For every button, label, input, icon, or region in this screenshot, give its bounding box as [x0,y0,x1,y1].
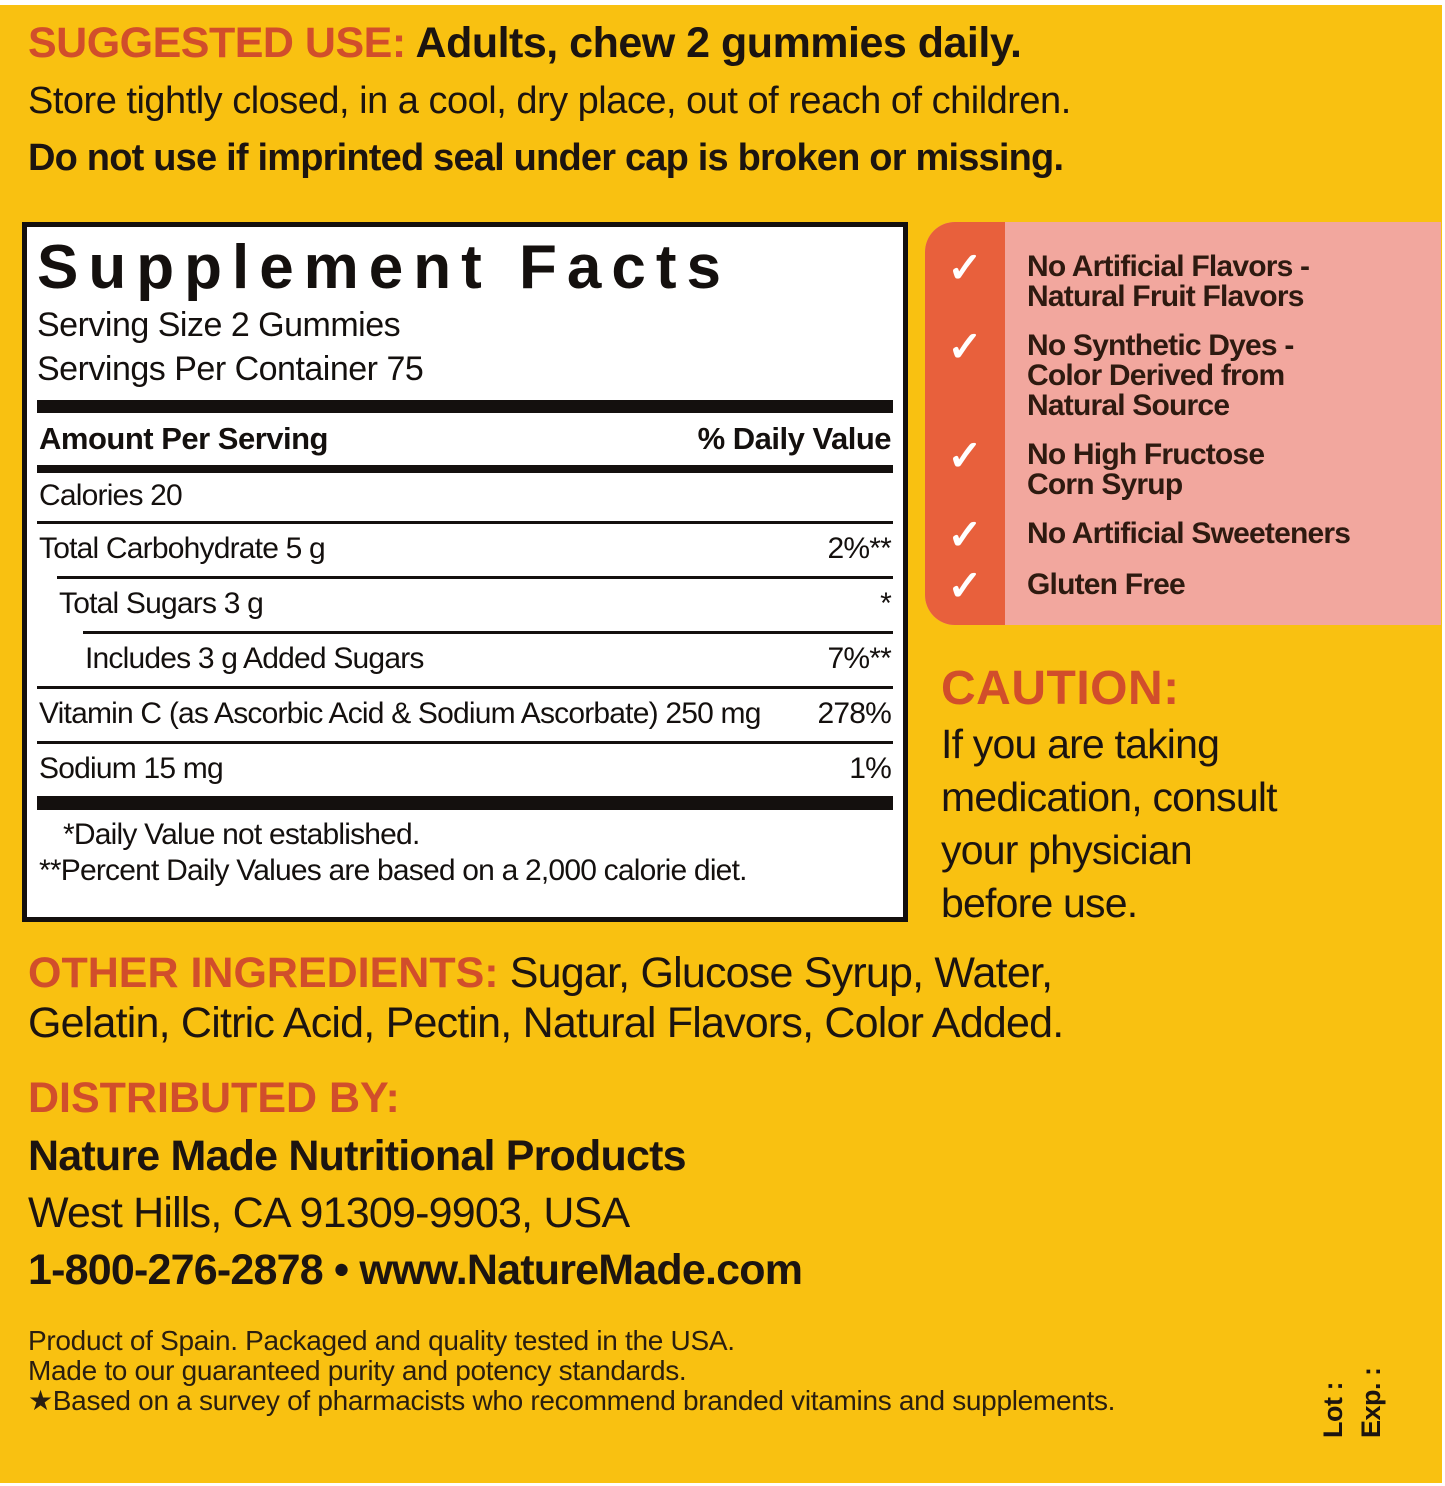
nutrient-value: 7%** [827,642,891,675]
claim-line: Natural Source [1027,389,1230,422]
supplement-facts-panel [22,222,908,922]
distributed-by-section [28,1068,1028,1299]
other-ingredients-section [28,948,1208,1048]
check-icon: ✓ [947,432,983,479]
servings-per-container: Servings Per Container 75 [37,350,424,388]
claim-text [1005,440,1264,500]
column-amount-per-serving: Amount Per Serving [39,421,328,456]
nutrient-name: Sodium 15 mg [39,752,223,785]
nutrient-name: Total Carbohydrate 5 g [39,532,325,565]
list-item [925,323,1441,422]
exp-label: Exp. : [1356,1367,1386,1438]
caution-line: before use. [941,880,1138,926]
claim-line: No Synthetic Dyes - [1027,329,1294,362]
facts-table-header [37,413,893,465]
other-ingredients-line1: Sugar, Glucose Syrup, Water, [498,949,1053,997]
suggested-use-heading: SUGGESTED USE: [28,19,406,67]
distributor-address: West Hills, CA 91309-9903, USA [28,1189,630,1237]
fine-print-line: Product of Spain. Packaged and quality tested in the USA. [28,1325,735,1356]
table-row-added-sugars [83,631,893,686]
suggested-use-instruction: Adults, chew 2 gummies daily. [405,19,1022,67]
serving-size: Serving Size 2 Gummies [37,306,401,344]
fine-print-section [28,1326,1228,1416]
fine-print-line: ★Based on a survey of pharmacists who recommend branded vitamins and supplements. [28,1385,1116,1416]
claim-line: Natural Fruit Flavors [1027,280,1304,313]
lot-label: Lot : [1318,1382,1348,1438]
claim-text [1005,570,1185,600]
facts-footnotes [37,810,893,889]
nutrient-value: * [880,587,891,620]
seal-warning: Do not use if imprinted seal under cap is broken or missing. [28,137,1064,179]
claim-text [1005,519,1350,549]
nutrient-name: Vitamin C (as Ascorbic Acid & Sodium Ascorbate) 250 mg [39,697,761,730]
caution-line: If you are taking [941,721,1220,767]
list-item [925,562,1441,609]
other-ingredients-line2: Gelatin, Citric Acid, Pectin, Natural Flavors, Color Added. [28,999,1064,1047]
caution-section [941,660,1431,930]
table-row-calories [37,473,893,521]
distributor-company: Nature Made Nutritional Products [28,1132,686,1180]
claims-list [925,222,1441,609]
table-row-vitamin-c [37,686,893,741]
lot-exp-block [1314,1342,1398,1438]
storage-instruction: Store tightly closed, in a cool, dry place, out of reach of children. [28,80,1071,122]
divider-thick [37,400,893,413]
nutrient-value: 2%** [827,532,891,565]
table-row-sodium [37,741,893,796]
list-item [925,511,1441,558]
suggested-use-section [28,14,1418,186]
claim-line: Gluten Free [1027,568,1185,601]
nutrient-name: Total Sugars 3 g [59,587,263,620]
column-daily-value: % Daily Value [697,421,891,456]
footnote-daily-value: *Daily Value not established. [63,818,420,851]
supplement-facts-title: Supplement Facts [37,233,731,302]
list-item [925,432,1441,501]
divider-medium [37,465,893,473]
distributor-phone-web: 1-800-276-2878 • www.NatureMade.com [28,1246,803,1294]
claim-line: No High Fructose [1027,438,1265,471]
nutrient-name: Calories 20 [39,479,182,512]
nutrient-value: 278% [817,697,891,730]
caution-line: your physician [941,827,1192,873]
claim-text [1005,252,1309,312]
nutrient-name: Includes 3 g Added Sugars [85,642,424,675]
divider-thick-bottom [37,796,893,810]
claims-panel [925,222,1441,625]
caution-heading: CAUTION: [941,662,1180,715]
other-ingredients-heading: OTHER INGREDIENTS: [28,949,499,997]
check-icon: ✓ [947,511,983,558]
check-icon: ✓ [947,562,983,609]
table-row-total-sugars [57,576,893,631]
claim-line: No Artificial Flavors - [1027,250,1310,283]
claim-line: Color Derived from [1027,359,1285,392]
table-row-total-carbohydrate [37,521,893,576]
fine-print-line: Made to our guaranteed purity and potency standards. [28,1355,687,1386]
claim-text [1005,331,1294,421]
check-icon: ✓ [947,244,983,291]
caution-line: medication, consult [941,774,1277,820]
footnote-percent-daily-values: **Percent Daily Values are based on a 2,000 calorie diet. [39,854,747,887]
claim-line: No Artificial Sweeteners [1027,517,1351,550]
claim-line: Corn Syrup [1027,468,1183,501]
check-icon: ✓ [947,323,983,370]
suggested-use-line1 [28,14,1418,73]
nutrient-value: 1% [849,752,891,785]
list-item [925,244,1441,313]
distributed-by-heading: DISTRIBUTED BY: [28,1074,400,1122]
